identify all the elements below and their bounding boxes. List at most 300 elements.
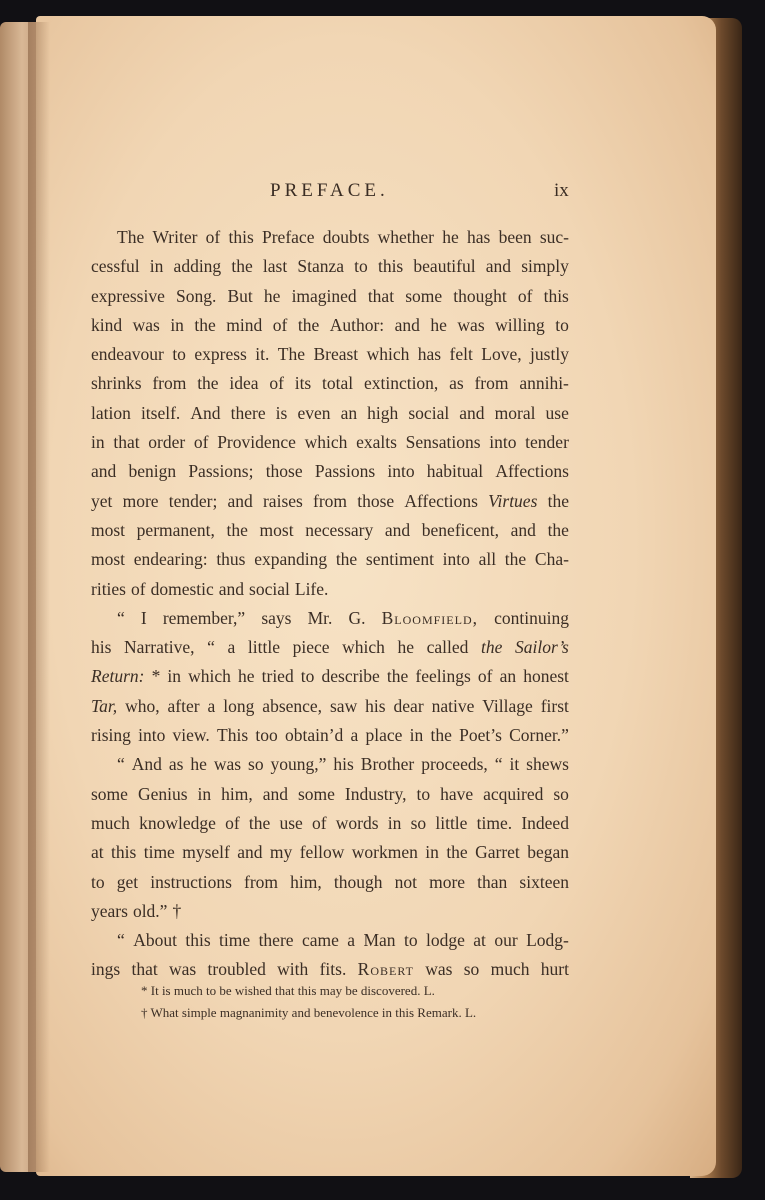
word: was: [132, 314, 160, 335]
word: into: [387, 461, 415, 482]
word: he: [238, 666, 255, 687]
word: domestic: [150, 578, 214, 599]
word: its: [294, 373, 312, 394]
word: whether: [377, 227, 434, 247]
word: the: [194, 314, 216, 335]
word: endearing:: [133, 549, 208, 570]
word: old.”: [132, 900, 168, 921]
word: necessary: [305, 519, 374, 540]
word: the: [547, 490, 569, 511]
word: view.: [172, 725, 210, 746]
text-line: [91, 868, 569, 897]
word: some: [297, 783, 335, 804]
text-line: [91, 282, 569, 311]
word: “: [207, 637, 215, 658]
word: describe: [321, 666, 380, 687]
text-line: [91, 809, 569, 838]
word: I: [140, 607, 147, 628]
word: felt: [449, 344, 473, 365]
word: at: [91, 842, 104, 863]
word: with: [277, 959, 309, 980]
word: most: [91, 549, 126, 570]
word: expressive: [91, 285, 165, 306]
text-line: [91, 516, 569, 545]
word: not: [394, 871, 417, 892]
word: who,: [125, 695, 160, 716]
word: to: [172, 344, 186, 365]
word: of: [269, 373, 284, 394]
word: too: [255, 725, 278, 746]
word: place: [365, 725, 403, 746]
word: the: [248, 812, 271, 833]
word: of: [517, 285, 533, 306]
word: was: [457, 314, 485, 335]
word: and: [485, 256, 512, 277]
word: Stanza: [297, 256, 345, 277]
word: tender;: [168, 490, 218, 511]
word: Indeed: [521, 812, 569, 833]
word: was: [213, 754, 242, 775]
word: at: [473, 930, 486, 951]
page-header: [36, 180, 716, 204]
footnotes: [141, 980, 581, 1024]
word: Virtues: [488, 490, 538, 511]
word: as: [449, 373, 464, 394]
word: lodge: [425, 930, 465, 951]
word: native: [431, 695, 475, 716]
word: total: [322, 373, 354, 394]
word: and: [218, 578, 245, 599]
word: his: [333, 754, 354, 775]
word: acquired: [483, 783, 544, 804]
word: in: [409, 725, 424, 746]
word: the: [504, 549, 527, 570]
word: that: [131, 959, 158, 980]
word: in: [167, 666, 182, 687]
word: hurt: [540, 959, 569, 980]
word: sixteen: [519, 871, 569, 892]
word: even: [297, 402, 331, 423]
word: simply: [521, 256, 569, 277]
word: years: [91, 900, 128, 921]
word: suc-: [539, 227, 569, 247]
body-text: [91, 223, 569, 985]
word: to: [555, 314, 569, 335]
word: Song.: [176, 285, 217, 306]
word: the: [386, 666, 409, 687]
word: Sailor’s: [515, 637, 569, 658]
word: Bloomfield,: [381, 607, 478, 628]
word: dear: [393, 695, 424, 716]
word: Man: [363, 930, 396, 951]
word: and: [459, 402, 485, 423]
word: yet: [91, 490, 113, 511]
word: Passions;: [188, 461, 254, 482]
word: tender: [525, 432, 569, 453]
word: the: [197, 373, 219, 394]
word: has: [417, 344, 442, 365]
text-line: [91, 545, 569, 574]
word: “: [494, 754, 503, 775]
word: The: [117, 227, 145, 247]
word: Village: [482, 695, 533, 716]
word: in: [149, 256, 164, 277]
word: in: [170, 314, 184, 335]
word: instructions: [150, 871, 232, 892]
word: from: [313, 490, 348, 511]
word: of: [205, 227, 221, 247]
word: Robert: [357, 959, 414, 980]
word: willing: [495, 314, 545, 335]
word: to: [91, 871, 105, 892]
word: exalts: [356, 432, 397, 453]
word: time: [143, 842, 175, 863]
word: order: [148, 432, 186, 453]
word: proceeds,: [421, 754, 488, 775]
word: to: [354, 256, 368, 277]
word: fits.: [319, 959, 347, 980]
word: express: [194, 344, 247, 365]
word: †: [172, 900, 182, 921]
word: and: [91, 461, 117, 482]
word: from: [474, 373, 509, 394]
word: than: [477, 871, 508, 892]
word: Affections: [404, 490, 478, 511]
word: was: [169, 959, 197, 980]
word: there: [258, 930, 294, 951]
word: raises: [262, 490, 303, 511]
text-line: [91, 369, 569, 398]
word: annihi-: [519, 373, 569, 394]
word: the: [446, 842, 468, 863]
word: of: [131, 578, 146, 599]
word: *: [151, 666, 161, 687]
word: some: [91, 783, 128, 804]
word: extinction,: [363, 373, 439, 394]
word: Passions: [314, 461, 376, 482]
word: thus: [216, 549, 246, 570]
text-line: [91, 575, 569, 604]
word: an: [499, 666, 517, 687]
word: Breast: [313, 344, 359, 365]
word: honest: [523, 666, 569, 687]
word: And: [190, 402, 221, 423]
text-line: [91, 750, 569, 779]
text-line: [91, 457, 569, 486]
word: adding: [173, 256, 222, 277]
word: And: [131, 754, 162, 775]
word: more: [122, 490, 159, 511]
word: of: [477, 666, 493, 687]
word: Sensations: [405, 432, 481, 453]
word: after: [167, 695, 200, 716]
word: long: [223, 695, 255, 716]
word: some: [405, 285, 443, 306]
word: obtain’d: [284, 725, 344, 746]
word: and: [394, 314, 420, 335]
word: is: [275, 402, 288, 423]
word: troubled: [207, 959, 266, 980]
word: this: [543, 285, 569, 306]
text-line: [91, 223, 569, 252]
word: young,”: [270, 754, 327, 775]
word: “: [117, 930, 125, 951]
text-line: [91, 399, 569, 428]
word: to: [300, 666, 315, 687]
text-line: [91, 662, 569, 691]
word: Industry,: [344, 783, 407, 804]
word: kind: [91, 314, 123, 335]
text-line: [91, 692, 569, 721]
footnote: † What simple magnanimity and benevolence in this Remark. L.: [141, 1005, 477, 1020]
word: that: [367, 285, 395, 306]
text-line: [91, 838, 569, 867]
word: knowledge: [139, 812, 216, 833]
word: Brother: [360, 754, 415, 775]
word: this: [377, 256, 404, 277]
word: remember,”: [162, 607, 246, 628]
word: he: [430, 314, 447, 335]
word: from: [244, 871, 279, 892]
word: Love,: [481, 344, 522, 365]
word: little: [247, 637, 280, 658]
text-line: [91, 604, 569, 633]
word: last: [262, 256, 288, 277]
word: the: [231, 256, 253, 277]
word: a: [207, 695, 216, 716]
word: workmen: [351, 842, 418, 863]
word: called: [426, 637, 469, 658]
text-line: [91, 311, 569, 340]
word: my: [269, 842, 293, 863]
word: Narrative,: [124, 637, 195, 658]
word: idea: [229, 373, 259, 394]
word: expanding: [254, 549, 328, 570]
word: time: [219, 930, 251, 951]
word: which: [342, 637, 385, 658]
word: About: [133, 930, 177, 951]
word: the: [430, 725, 452, 746]
word: of: [272, 314, 288, 335]
word: But: [227, 285, 253, 306]
word: him,: [221, 783, 253, 804]
word: this: [228, 227, 254, 247]
word: he: [442, 227, 459, 247]
word: a: [347, 930, 356, 951]
text-line: [91, 633, 569, 662]
gutter-shadow: [28, 22, 50, 1172]
word: Writer: [152, 227, 198, 247]
word: and: [510, 519, 536, 540]
book-page: [36, 16, 716, 1176]
word: a: [350, 725, 359, 746]
word: Author:: [329, 314, 385, 335]
word: imagined: [291, 285, 357, 306]
word: those: [265, 461, 303, 482]
word: Poet’s: [459, 725, 502, 746]
word: he: [397, 637, 415, 658]
word: has: [467, 227, 491, 247]
word: that: [113, 432, 140, 453]
word: his: [91, 637, 112, 658]
word: so: [463, 959, 480, 980]
word: Mr.: [307, 607, 333, 628]
word: high: [367, 402, 399, 423]
word: a: [227, 637, 236, 658]
word: lation: [91, 402, 131, 423]
text-line: [91, 780, 569, 809]
word: it.: [255, 344, 270, 365]
word: This: [217, 725, 249, 746]
word: those: [357, 490, 395, 511]
word: into: [442, 549, 470, 570]
word: G.: [348, 607, 366, 628]
word: endeavour: [91, 344, 164, 365]
word: says: [261, 607, 292, 628]
word: shews: [526, 754, 569, 775]
word: of: [193, 432, 209, 453]
word: so: [410, 812, 427, 833]
word: feelings: [415, 666, 471, 687]
word: The: [277, 344, 306, 365]
text-line: [91, 926, 569, 955]
word: began: [527, 842, 569, 863]
word: Life.: [294, 578, 329, 599]
word: beneficent,: [421, 519, 500, 540]
word: there: [230, 402, 266, 423]
word: it: [509, 754, 520, 775]
word: much: [91, 812, 130, 833]
word: beautiful: [413, 256, 476, 277]
word: all: [478, 549, 497, 570]
word: he: [263, 285, 281, 306]
word: more: [429, 871, 466, 892]
word: continuing: [494, 607, 569, 628]
word: moral: [494, 402, 536, 423]
word: doubts: [322, 227, 370, 247]
word: Corner.”: [509, 725, 569, 746]
word: rities: [91, 578, 126, 599]
word: as: [168, 754, 184, 775]
word: mind: [226, 314, 263, 335]
word: into: [489, 432, 517, 453]
text-line: [91, 340, 569, 369]
word: Cha-: [534, 549, 569, 570]
word: Providence: [217, 432, 296, 453]
word: most: [91, 519, 126, 540]
word: use: [545, 402, 569, 423]
text-line: [91, 428, 569, 457]
word: this: [111, 842, 137, 863]
footnote: * It is much to be wished that this may be discovered. L.: [141, 983, 435, 998]
word: habitual: [426, 461, 484, 482]
word: and: [227, 490, 253, 511]
word: get: [116, 871, 139, 892]
word: tried: [261, 666, 294, 687]
word: permanent,: [136, 519, 215, 540]
word: and: [262, 783, 288, 804]
word: piece: [292, 637, 330, 658]
word: from: [152, 373, 187, 394]
word: Lodg-: [526, 930, 569, 951]
word: absence,: [262, 695, 323, 716]
word: and: [384, 519, 411, 540]
word: the: [297, 314, 320, 335]
word: little: [435, 812, 468, 833]
word: Garret: [475, 842, 520, 863]
word: ings: [91, 959, 121, 980]
running-head: PREFACE.: [270, 180, 389, 201]
word: shrinks: [91, 373, 142, 394]
word: have: [440, 783, 474, 804]
word: Preface: [262, 227, 315, 247]
word: benign: [128, 461, 177, 482]
word: use: [279, 812, 303, 833]
word: Genius: [137, 783, 188, 804]
word: an: [340, 402, 358, 423]
word: “: [117, 607, 125, 628]
word: myself: [182, 842, 230, 863]
word: and: [237, 842, 263, 863]
word: in: [425, 842, 439, 863]
text-line: [91, 897, 569, 926]
word: most: [259, 519, 294, 540]
word: which: [304, 432, 348, 453]
word: so: [248, 754, 264, 775]
word: much: [490, 959, 530, 980]
word: words: [335, 812, 379, 833]
word: first: [540, 695, 569, 716]
word: of: [225, 812, 240, 833]
word: saw: [330, 695, 358, 716]
word: Return:: [91, 666, 145, 687]
word: of: [312, 812, 327, 833]
word: him,: [290, 871, 322, 892]
word: Affections: [495, 461, 569, 482]
word: “: [117, 754, 125, 775]
word: the: [335, 549, 358, 570]
text-line: [91, 252, 569, 281]
page-number: ix: [554, 180, 569, 201]
word: justly: [530, 344, 569, 365]
word: to: [416, 783, 431, 804]
word: his: [365, 695, 386, 716]
word: he: [190, 754, 207, 775]
word: thought: [453, 285, 507, 306]
word: this: [185, 930, 211, 951]
word: though: [333, 871, 383, 892]
word: time.: [476, 812, 513, 833]
word: sentiment: [365, 549, 434, 570]
word: in: [91, 432, 105, 453]
word: the: [481, 637, 503, 658]
word: social: [408, 402, 450, 423]
word: been: [498, 227, 532, 247]
text-line: [91, 721, 569, 750]
word: in: [197, 783, 212, 804]
word: social: [249, 578, 290, 599]
word: the: [226, 519, 248, 540]
word: rising: [91, 725, 131, 746]
word: came: [301, 930, 339, 951]
word: so: [553, 783, 569, 804]
word: was: [425, 959, 453, 980]
word: the: [547, 519, 569, 540]
word: which: [366, 344, 410, 365]
text-line: [91, 487, 569, 516]
word: to: [403, 930, 418, 951]
word: itself.: [140, 402, 181, 423]
